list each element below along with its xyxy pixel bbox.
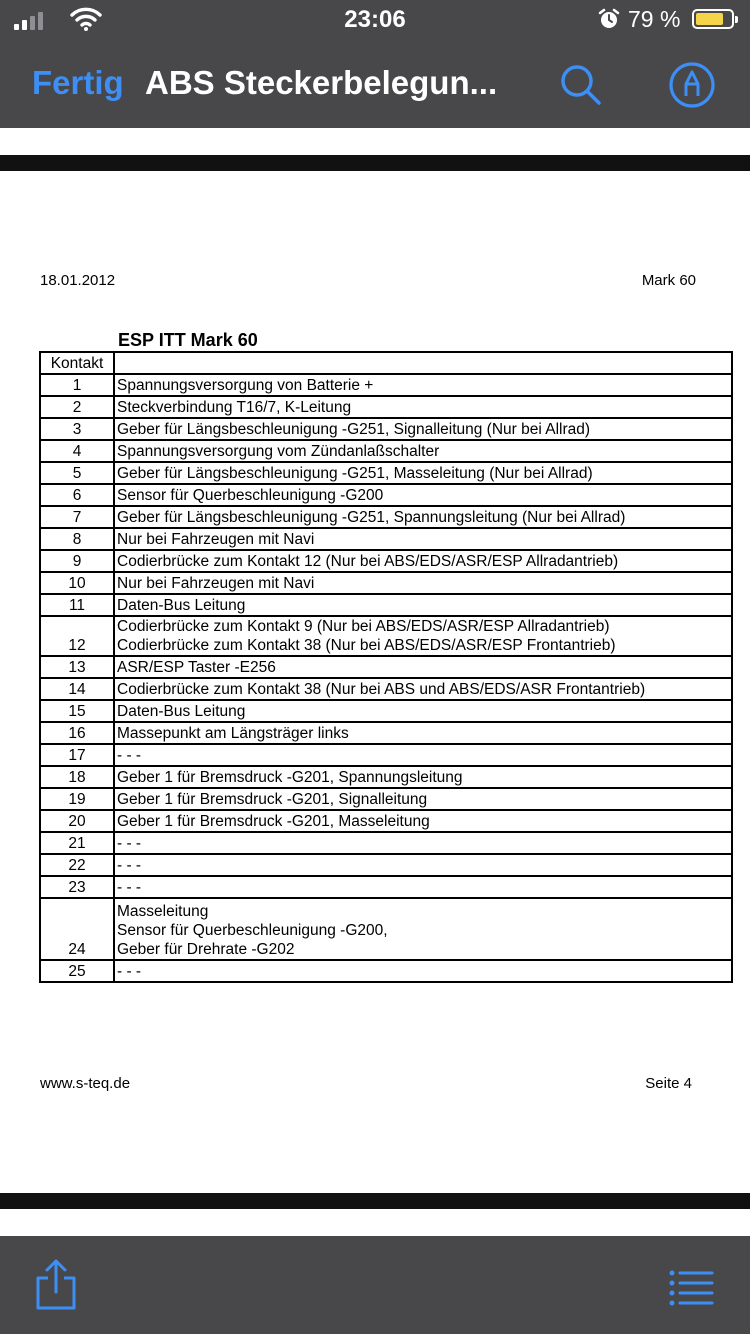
document-header-right: Mark 60: [641, 272, 696, 289]
table-row: [40, 484, 732, 506]
document-date: 18.01.2012: [40, 272, 116, 289]
kontakt-cell: 21: [40, 832, 114, 854]
kontakt-cell: 4: [40, 440, 114, 462]
table-row: [40, 418, 732, 440]
column-header-kontakt: Kontakt: [40, 352, 114, 374]
table-row: [40, 744, 732, 766]
top-bar: [0, 0, 750, 128]
description-cell: - - -: [114, 744, 732, 766]
description-cell: Daten-Bus Leitung: [114, 700, 732, 722]
table-row: [40, 678, 732, 700]
outline-list-icon[interactable]: [668, 1268, 714, 1308]
description-cell: Nur bei Fahrzeugen mit Navi: [114, 528, 732, 550]
description-cell: Massepunkt am Längsträger links: [114, 722, 732, 744]
kontakt-cell: 5: [40, 462, 114, 484]
share-icon[interactable]: [34, 1258, 78, 1312]
description-cell: Daten-Bus Leitung: [114, 594, 732, 616]
table-row: [40, 528, 732, 550]
description-cell: Geber 1 für Bremsdruck -G201, Signalleitung: [114, 788, 732, 810]
table-row: [40, 656, 732, 678]
description-cell: Codierbrücke zum Kontakt 12 (Nur bei ABS/EDS/ASR/ESP Allradantrieb): [114, 550, 732, 572]
description-cell: Geber für Längsbeschleunigung -G251, Signalleitung (Nur bei Allrad): [114, 418, 732, 440]
kontakt-cell: 22: [40, 854, 114, 876]
kontakt-cell: 23: [40, 876, 114, 898]
table-row: [40, 506, 732, 528]
kontakt-cell: 19: [40, 788, 114, 810]
kontakt-cell: 1: [40, 374, 114, 396]
table-row: [40, 572, 732, 594]
description-cell: Geber 1 für Bremsdruck -G201, Spannungsleitung: [114, 766, 732, 788]
done-button[interactable]: Fertig: [32, 64, 124, 101]
description-cell: Sensor für Querbeschleunigung -G200: [114, 484, 732, 506]
kontakt-cell: 12: [40, 616, 114, 656]
kontakt-cell: 16: [40, 722, 114, 744]
description-cell: Nur bei Fahrzeugen mit Navi: [114, 572, 732, 594]
table-row: [40, 766, 732, 788]
markup-pen-icon[interactable]: [667, 60, 717, 110]
kontakt-cell: 9: [40, 550, 114, 572]
kontakt-cell: 25: [40, 960, 114, 982]
status-time: 23:06: [344, 6, 406, 33]
footer-page-number: Seite 4: [645, 1075, 692, 1092]
table-row: [40, 854, 732, 876]
table-row: [40, 374, 732, 396]
description-cell: - - -: [114, 876, 732, 898]
kontakt-cell: 13: [40, 656, 114, 678]
bottom-toolbar: [0, 1236, 750, 1334]
table-row: [40, 616, 732, 656]
kontakt-cell: 6: [40, 484, 114, 506]
table-row: [40, 788, 732, 810]
kontakt-cell: 3: [40, 418, 114, 440]
table-row: [40, 810, 732, 832]
description-cell: - - -: [114, 832, 732, 854]
description-cell: Codierbrücke zum Kontakt 9 (Nur bei ABS/EDS/ASR/ESP Allradantrieb) Codierbrücke zum Kontakt 38 (Nur bei ABS/EDS/ASR/ESP Frontantrieb): [114, 616, 732, 656]
document-title: ABS Steckerbelegun...: [145, 64, 498, 101]
description-cell: - - -: [114, 854, 732, 876]
kontakt-cell: 11: [40, 594, 114, 616]
description-cell: Geber 1 für Bremsdruck -G201, Masseleitung: [114, 810, 732, 832]
kontakt-cell: 2: [40, 396, 114, 418]
pin-assignment-table: [39, 351, 733, 983]
page-separator-top: [0, 155, 750, 171]
description-cell: Masseleitung Sensor für Querbeschleunigung -G200, Geber für Drehrate -G202: [114, 898, 732, 960]
table-row: [40, 396, 732, 418]
description-cell: Geber für Längsbeschleunigung -G251, Masseleitung (Nur bei Allrad): [114, 462, 732, 484]
kontakt-cell: 17: [40, 744, 114, 766]
description-cell: ASR/ESP Taster -E256: [114, 656, 732, 678]
table-row: [40, 462, 732, 484]
alarm-icon: [598, 8, 620, 30]
status-bar: [0, 0, 750, 42]
page-separator-bottom: [0, 1193, 750, 1209]
column-header-description: [114, 352, 732, 374]
battery-percent: 79 %: [628, 6, 681, 32]
pdf-page: [0, 171, 750, 1193]
navigation-bar: [0, 50, 750, 120]
description-cell: Geber für Längsbeschleunigung -G251, Spannungsleitung (Nur bei Allrad): [114, 506, 732, 528]
table-header-row: [40, 352, 732, 374]
description-cell: - - -: [114, 960, 732, 982]
footer-url: www.s-teq.de: [40, 1075, 131, 1092]
table-row: [40, 876, 732, 898]
kontakt-cell: 14: [40, 678, 114, 700]
battery-icon: [692, 9, 734, 29]
kontakt-cell: 7: [40, 506, 114, 528]
description-cell: Spannungsversorgung von Batterie +: [114, 374, 732, 396]
table-row: [40, 898, 732, 960]
description-cell: Steckverbindung T16/7, K-Leitung: [114, 396, 732, 418]
table-title: ESP ITT Mark 60: [118, 330, 258, 350]
table-row: [40, 722, 732, 744]
kontakt-cell: 24: [40, 898, 114, 960]
table-row: [40, 440, 732, 462]
table-row: [40, 594, 732, 616]
table-row: [40, 960, 732, 982]
table-row: [40, 700, 732, 722]
table-row: [40, 550, 732, 572]
description-cell: Codierbrücke zum Kontakt 38 (Nur bei ABS und ABS/EDS/ASR Frontantrieb): [114, 678, 732, 700]
kontakt-cell: 20: [40, 810, 114, 832]
battery-fill: [696, 13, 723, 25]
kontakt-cell: 15: [40, 700, 114, 722]
description-cell: Spannungsversorgung vom Zündanlaßschalter: [114, 440, 732, 462]
kontakt-cell: 8: [40, 528, 114, 550]
search-icon[interactable]: [556, 60, 606, 110]
kontakt-cell: 10: [40, 572, 114, 594]
kontakt-cell: 18: [40, 766, 114, 788]
table-row: [40, 832, 732, 854]
